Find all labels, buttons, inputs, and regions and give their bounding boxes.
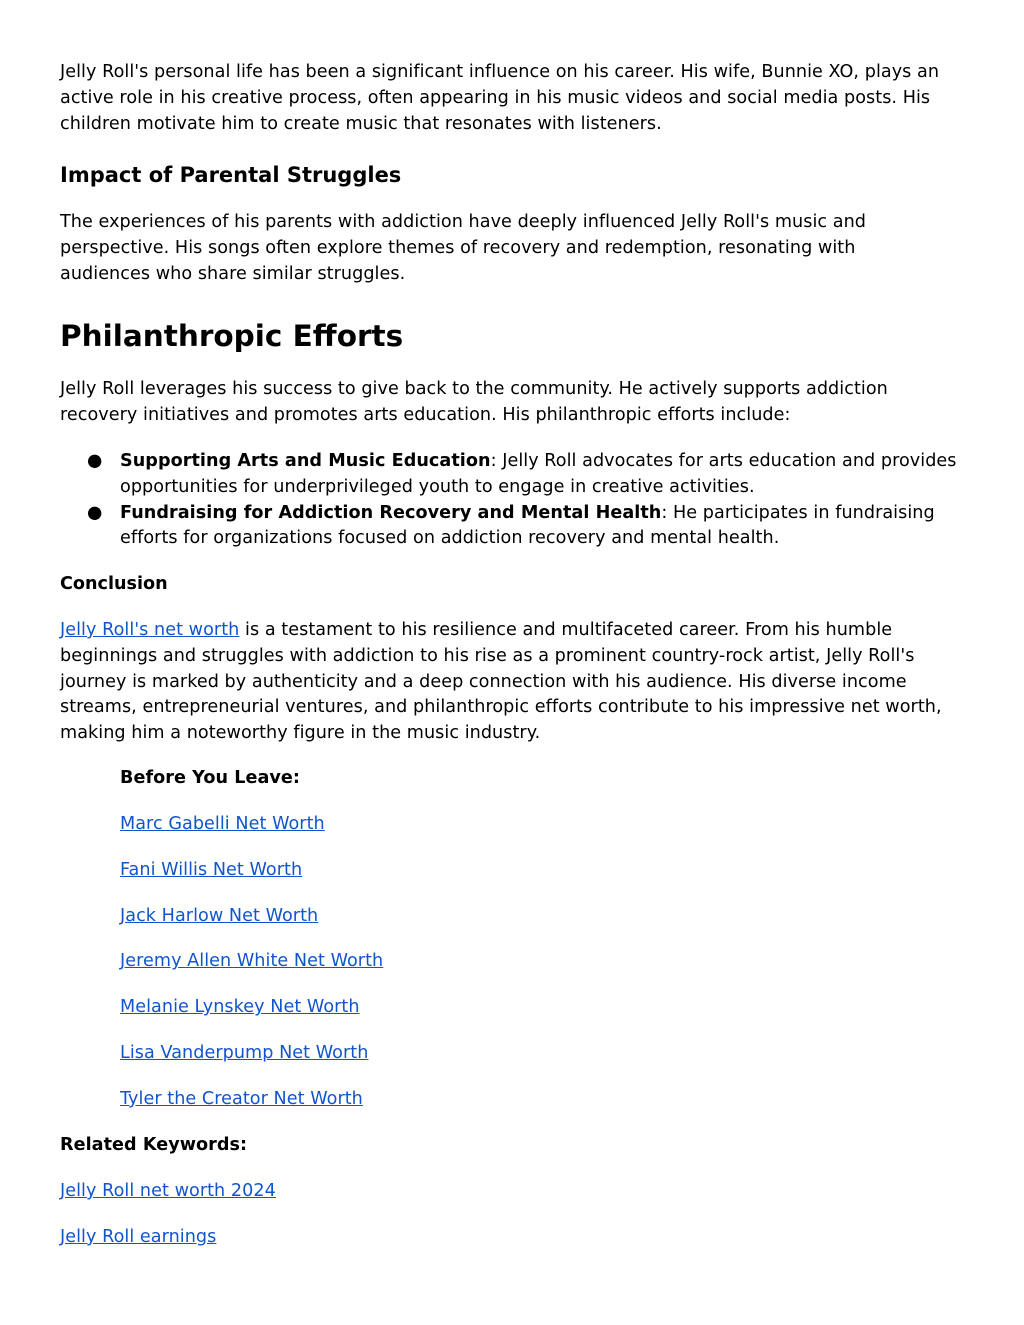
keyword-link[interactable]: Jelly Roll net worth 2024: [60, 1181, 276, 1201]
conclusion-paragraph-text: is a testament to his resilience and multifaceted career. From his humble beginnings and struggles with addiction to his rise as a prominent country-rock artist, Jelly Roll's journey is marked by authenticity and a deep connection with his audience. His diverse income streams, entrepreneurial ventures, and philanthropic efforts contribute to his impressive net worth, making him a noteworthy figure in the music industry.: [60, 620, 942, 744]
list-item: [120, 904, 383, 950]
list-item-text: : Jelly Roll advocates for arts education and provides opportunities for underprivileged youth to engage in creative activities.: [120, 451, 957, 497]
related-keywords-heading: Related Keywords:: [60, 1135, 248, 1155]
list-item: [60, 501, 970, 553]
philanthropy-paragraph: Jelly Roll leverages his success to give back to the community. He actively supports addiction recovery initiatives and promotes arts education. His philanthropic efforts include:: [60, 379, 888, 425]
related-article-link[interactable]: Jack Harlow Net Worth: [120, 905, 319, 926]
philanthropy-heading: Philanthropic Efforts: [60, 319, 404, 353]
list-item-text: : He participates in fundraising efforts for organizations focused on addiction recovery and mental health.: [120, 502, 935, 549]
impact-heading: Impact of Parental Struggles: [60, 163, 402, 187]
conclusion-heading: Conclusion: [60, 574, 168, 594]
list-item-title: Fundraising for Addiction Recovery and Mental Health: [120, 502, 662, 523]
related-article-link[interactable]: Melanie Lynskey Net Worth: [120, 997, 360, 1018]
bullet-icon: ●: [87, 502, 103, 523]
related-article-link[interactable]: Jeremy Allen White Net Worth: [120, 951, 384, 972]
list-item: [120, 949, 383, 995]
impact-paragraph: The experiences of his parents with addiction have deeply influenced Jelly Roll's music and perspective. His songs often explore themes of recovery and redemption, resonating with audiences who share similar struggles.: [60, 212, 867, 284]
before-you-leave-links: [120, 812, 383, 1133]
related-article-link[interactable]: Marc Gabelli Net Worth: [120, 814, 325, 834]
list-item: [120, 1087, 383, 1133]
net-worth-link[interactable]: Jelly Roll's net worth: [60, 620, 240, 640]
list-item: [120, 995, 383, 1041]
related-article-link[interactable]: Lisa Vanderpump Net Worth: [120, 1042, 369, 1063]
related-article-link[interactable]: Tyler the Creator Net Worth: [120, 1088, 363, 1109]
related-article-link[interactable]: Fani Willis Net Worth: [120, 859, 303, 880]
before-you-leave-heading: Before You Leave:: [120, 768, 300, 788]
intro-paragraph: Jelly Roll's personal life has been a significant influence on his career. His wife, Bunnie XO, plays an active role in his creative process, often appearing in his music videos and social media posts. His children motivate him to create music that resonates with listeners.: [60, 62, 940, 134]
philanthropy-list: [60, 449, 970, 552]
list-item: [60, 1225, 276, 1271]
related-keywords-links: [60, 1179, 276, 1271]
bullet-icon: ●: [87, 451, 103, 471]
list-item: [60, 1179, 276, 1225]
list-item: [120, 812, 383, 858]
conclusion-paragraph: [60, 618, 965, 747]
keyword-link[interactable]: Jelly Roll earnings: [60, 1226, 217, 1247]
list-item: [120, 1041, 383, 1087]
list-item-title: Supporting Arts and Music Education: [120, 451, 491, 471]
list-item: [60, 449, 970, 501]
list-item: [120, 858, 383, 904]
